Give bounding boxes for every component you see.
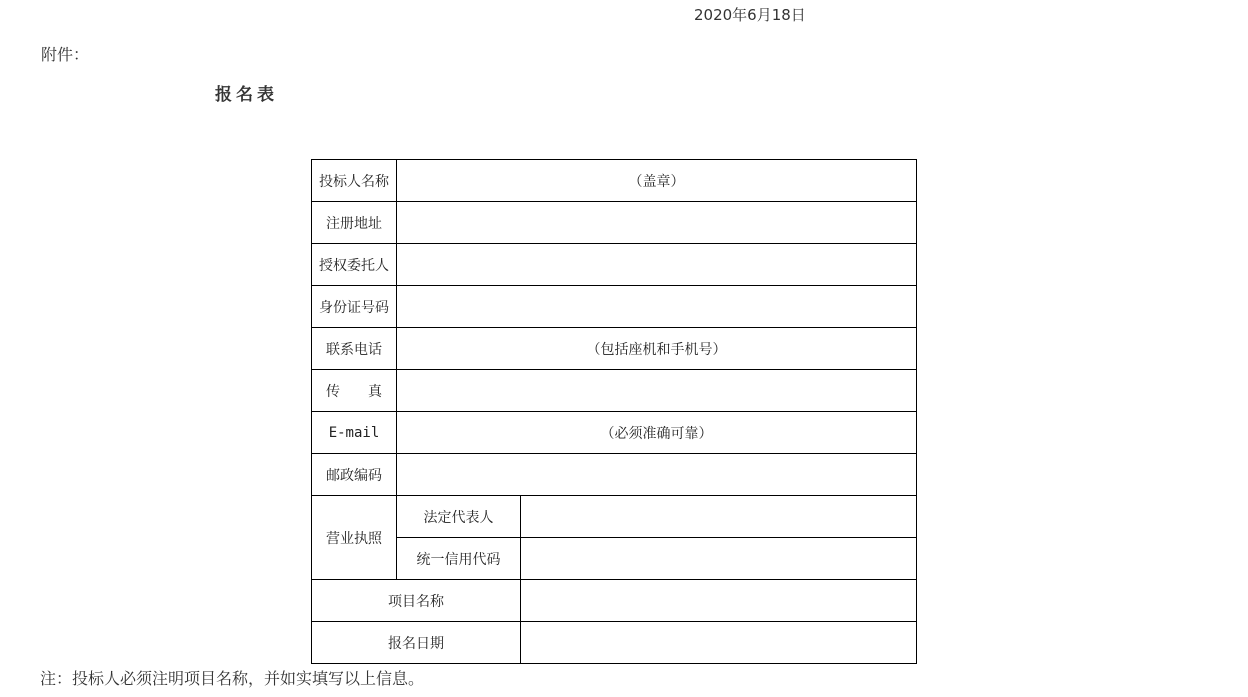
postcode-label: 邮政编码 xyxy=(312,454,397,496)
phone-label: 联系电话 xyxy=(312,328,397,370)
registration-form-table xyxy=(311,159,917,664)
email-field[interactable]: （必须准确可靠） xyxy=(397,412,917,454)
fax-label: 传 真 xyxy=(312,370,397,412)
credit-code-label: 统一信用代码 xyxy=(397,538,521,580)
document-date: 2020年6月18日 xyxy=(694,6,806,24)
fax-field[interactable] xyxy=(397,370,917,412)
form-row-registered-address xyxy=(312,202,917,244)
form-title: 报名表 xyxy=(215,85,278,105)
form-row-legal-rep xyxy=(312,496,917,538)
email-label: E-mail xyxy=(312,412,397,454)
form-row-credit-code xyxy=(312,538,917,580)
form-row-fax xyxy=(312,370,917,412)
footer-note: 注：投标人必须注明项目名称，并如实填写以上信息。 xyxy=(40,669,425,688)
form-row-postcode xyxy=(312,454,917,496)
postcode-field[interactable] xyxy=(397,454,917,496)
registration-date-label: 报名日期 xyxy=(312,622,521,664)
bidder-name-field[interactable]: （盖章） xyxy=(397,160,917,202)
form-row-project-name xyxy=(312,580,917,622)
attachment-label: 附件： xyxy=(41,45,90,64)
registered-address-label: 注册地址 xyxy=(312,202,397,244)
bidder-name-label: 投标人名称 xyxy=(312,160,397,202)
legal-rep-label: 法定代表人 xyxy=(397,496,521,538)
business-license-label: 营业执照 xyxy=(312,496,397,580)
form-row-registration-date xyxy=(312,622,917,664)
form-row-email xyxy=(312,412,917,454)
form-row-id-number xyxy=(312,286,917,328)
credit-code-field[interactable] xyxy=(521,538,917,580)
id-number-label: 身份证号码 xyxy=(312,286,397,328)
phone-field[interactable]: （包括座机和手机号） xyxy=(397,328,917,370)
id-number-field[interactable] xyxy=(397,286,917,328)
form-row-phone xyxy=(312,328,917,370)
form-row-bidder-name xyxy=(312,160,917,202)
project-name-field[interactable] xyxy=(521,580,917,622)
project-name-label: 项目名称 xyxy=(312,580,521,622)
form-row-authorized-agent xyxy=(312,244,917,286)
registration-date-field[interactable] xyxy=(521,622,917,664)
authorized-agent-field[interactable] xyxy=(397,244,917,286)
authorized-agent-label: 授权委托人 xyxy=(312,244,397,286)
legal-rep-field[interactable] xyxy=(521,496,917,538)
registered-address-field[interactable] xyxy=(397,202,917,244)
